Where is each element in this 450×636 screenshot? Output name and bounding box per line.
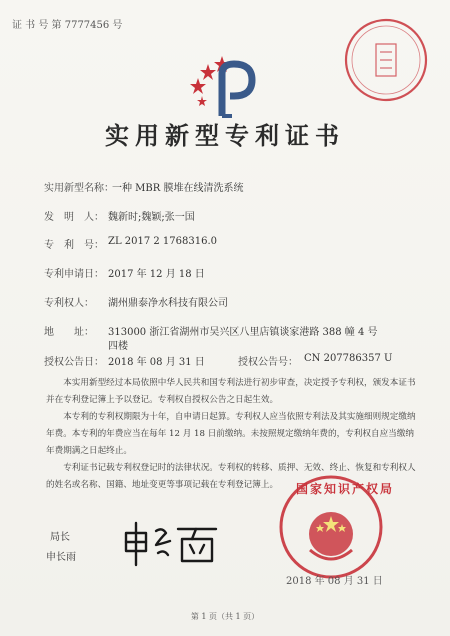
agency-seal-icon [340, 14, 432, 106]
grant-date-label: 授权公告日： [44, 357, 104, 368]
national-seal-text: 国家知识产权局 [296, 482, 395, 496]
page-footer: 第 1 页（共 1 页） [190, 612, 260, 621]
body-paragraph-3: 专利证书记载专利权登记时的法律状况。专利权的转移、质押、无效、终止、恢复和专利权人的姓名或名称、国籍、地址变更等事项记载在专利登记簿上。 [46, 463, 416, 490]
address-line-1: 313000 浙江省湖州市吴兴区八里店镇谈家港路 388 幢 4 号 [108, 327, 378, 338]
utility-model-name: 一种 MBR 膜堆在线清洗系统 [112, 183, 244, 194]
utility-model-name-label: 实用新型名称： [44, 183, 114, 194]
sipo-logo-icon [188, 44, 262, 120]
director-name: 申长雨 [46, 552, 76, 563]
grant-number-label: 授权公告号： [238, 357, 298, 368]
inventors: 魏新时;魏颖;张一国 [108, 212, 195, 223]
certificate-title: 实用新型专利证书 [105, 121, 345, 150]
patent-number: ZL 2017 2 1768316.0 [108, 236, 218, 247]
grant-date: 2018 年 08 月 31 日 [108, 357, 205, 368]
seal-date: 2018 年 08 月 31 日 [286, 576, 383, 587]
application-date: 2017 年 12 月 18 日 [108, 269, 205, 280]
grant-number: CN 207786357 U [304, 353, 393, 364]
handwritten-signature-icon [118, 517, 224, 571]
application-date-label: 专利申请日： [44, 269, 104, 280]
address-line-2: 四楼 [108, 341, 128, 352]
patent-number-label: 专 利 号： [44, 240, 104, 251]
body-paragraph-1: 本实用新型经过本局依照中华人民共和国专利法进行初步审查，决定授予专利权，颁发本证书并在专利登记簿上予以登记。专利权自授权公告之日起生效。 [46, 378, 416, 405]
inventors-label: 发 明 人： [44, 212, 104, 223]
patentee: 湖州鼎泰净水科技有限公司 [108, 298, 228, 309]
body-paragraph-2: 本专利的专利权期限为十年，自申请日起算。专利权人应当依照专利法及其实施细则规定缴纳年费。本专利的年费应当在每年 12 月 18 日前缴纳。未按照规定缴纳年费的，专利权自应当缴纳年费期满之日起终止。 [46, 412, 416, 456]
director-title: 局长 [50, 532, 70, 543]
address-label: 地 址： [44, 327, 94, 338]
certificate-number: 证 书 号 第 7777456 号 [12, 20, 123, 31]
patentee-label: 专利权人： [44, 298, 94, 309]
